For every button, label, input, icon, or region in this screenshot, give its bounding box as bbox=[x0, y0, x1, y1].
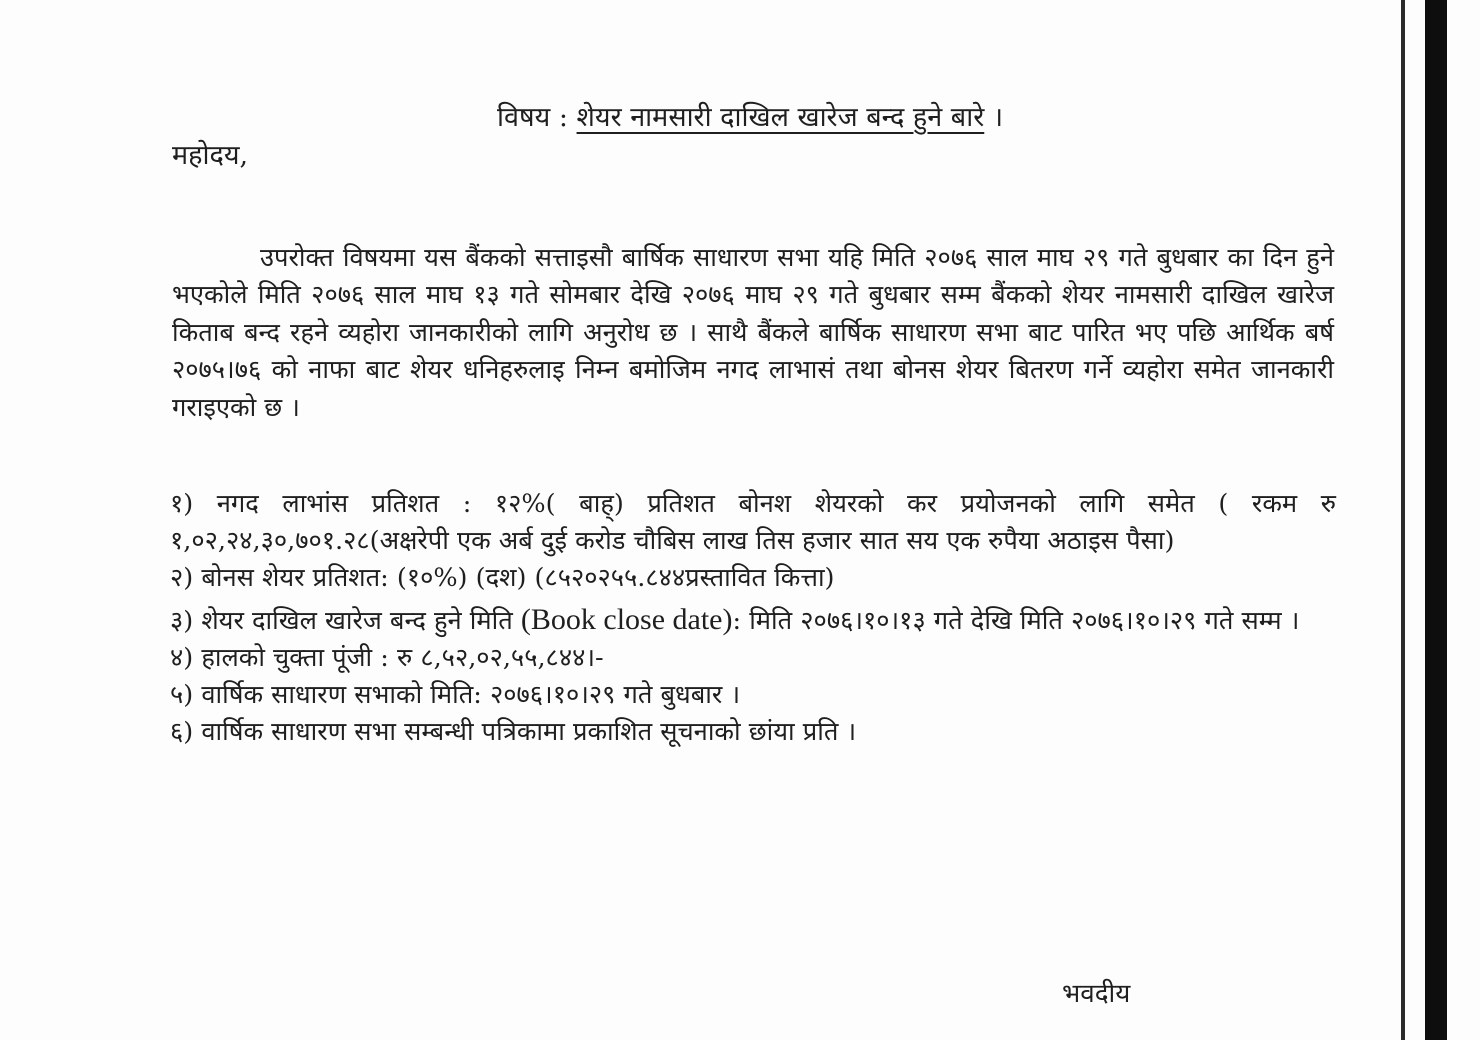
list-item-bonus-share: २) बोनस शेयर प्रतिशत: (१०%) (दश) (८५२०२५५.८४४प्रस्तावित कित्ता) bbox=[170, 563, 835, 593]
salutation: महोदय, bbox=[172, 140, 249, 171]
details-list bbox=[170, 486, 1336, 751]
scan-edge-thin bbox=[1401, 0, 1405, 1040]
list-item-cash-dividend: १) नगद लाभांस प्रतिशत : १२%( बाह्) प्रतिशत बोनश शेयरको कर प्रयोजनको लागि समेत ( रकम रु १,०२,२४,३०,७०१.२८(अक्षरेपी एक अर्ब दुई करोड चौबिस लाख तिस हजार सात सय एक रुपैया अठाइस पैसा) bbox=[170, 489, 1336, 556]
subject-text: शेयर नामसारी दाखिल खारेज बन्द हुने बारे bbox=[576, 102, 985, 133]
list-item-paid-up-capital: ४) हालको चुक्ता पूंजी : रु ८,५२,०२,५५,८४४।- bbox=[170, 643, 604, 673]
subject-end: । bbox=[992, 102, 1004, 133]
scan-edge-thick bbox=[1425, 0, 1447, 1040]
book-close-prefix: ३) शेयर दाखिल खारेज बन्द हुने मिति bbox=[170, 606, 521, 636]
subject-label: विषय : bbox=[497, 102, 568, 133]
subject-line bbox=[497, 100, 1003, 136]
list-item-notice-copy: ६) वार्षिक साधारण सभा सम्बन्धी पत्रिकामा प्रकाशित सूचनाको छांया प्रति । bbox=[170, 717, 857, 747]
book-close-latin: (Book close date) bbox=[520, 603, 733, 636]
book-close-suffix: : मिति २०७६।१०।१३ गते देखि मिति २०७६।१०।२९ गते सम्म । bbox=[732, 606, 1300, 636]
signoff: भवदीय bbox=[1062, 979, 1131, 1009]
body-paragraph: उपरोक्त विषयमा यस बैंकको सत्ताइसौ बार्षिक साधारण सभा यहि मिति २०७६ साल माघ २९ गते बुधबार का दिन हुने भएकोले मिति २०७६ साल माघ १३ गते सोमबार देखि २०७६ माघ २९ गते बुधबार सम्म बैंकको शेयर नामसारी दाखिल खारेज किताब बन्द रहने व्यहोरा जानकारीको लागि अनुरोध छ । साथै बैंकले बार्षिक साधारण सभा बाट पारित भए पछि आर्थिक बर्ष २०७५।७६ को नाफा बाट शेयर धनिहरुलाइ निम्न बमोजिम नगद लाभासं तथा बोनस शेयर बितरण गर्ने व्यहोरा समेत जानकारी गराइएको छ । bbox=[172, 242, 1334, 423]
list-item-book-close bbox=[170, 601, 1306, 640]
list-item-agm-date: ५) वार्षिक साधारण सभाको मिति: २०७६।१०।२९ गते बुधबार । bbox=[170, 680, 741, 710]
